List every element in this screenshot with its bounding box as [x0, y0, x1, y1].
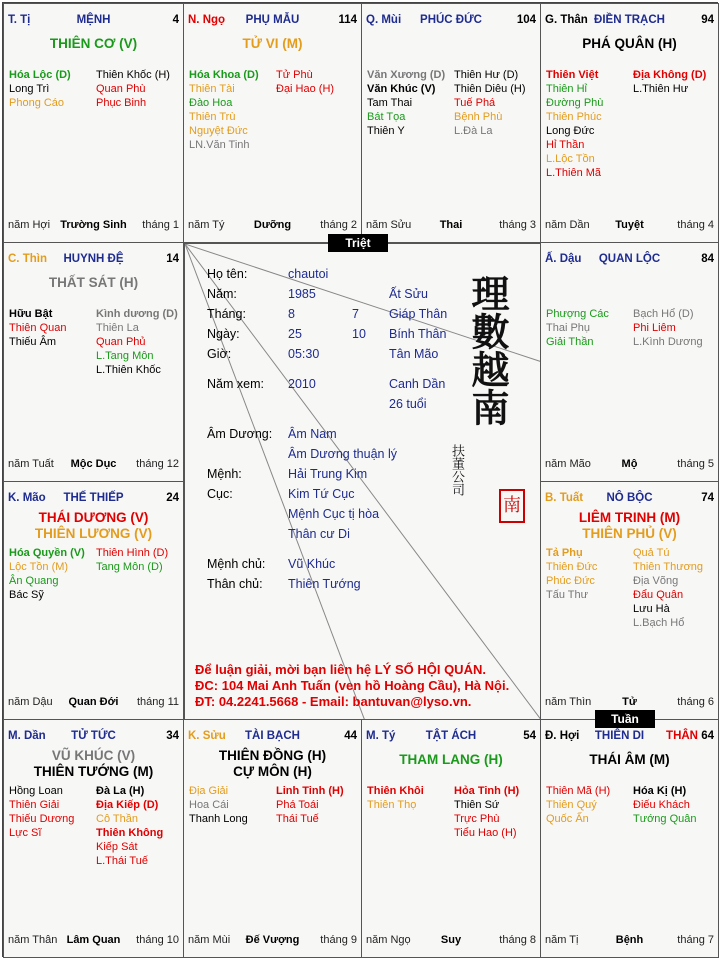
minor-star: Bát Tọa	[367, 111, 406, 123]
minor-star: Đẩu Quân	[633, 589, 684, 601]
minor-star: L.Bạch Hổ	[633, 617, 685, 629]
minor-star: Bác Sỹ	[9, 589, 44, 601]
minor-star: Thiên Y	[367, 125, 405, 137]
minor-star: Tang Môn (D)	[96, 561, 163, 573]
good-stars-column	[9, 784, 74, 840]
minor-star: LN.Văn Tinh	[189, 139, 250, 151]
minor-star: Thiên Quý	[546, 799, 597, 811]
palace-footer	[545, 458, 714, 471]
footer-month: tháng 10	[136, 934, 179, 946]
contact-line-3: ĐT: 04.2241.5668 - Email: bantuvan@lyso.vn.	[195, 694, 472, 709]
palace-ngo	[183, 3, 362, 243]
cuc-value: Kim Tứ Cục	[288, 487, 355, 501]
palace-name: MỆNH	[76, 14, 111, 26]
good-stars-column	[9, 307, 66, 349]
can-chi-label: B. Tuất	[545, 492, 584, 504]
minor-star: L.Tang Môn	[96, 350, 154, 362]
minor-star: Quan Phù	[96, 83, 146, 95]
ngay-can-chi: Bính Thân	[389, 327, 447, 341]
than-marker: THÂN	[666, 730, 698, 742]
palace-hoi	[540, 719, 719, 958]
good-stars-column	[546, 784, 610, 826]
footer-year: năm Tý	[188, 219, 225, 231]
minor-star: Thiên Thương	[633, 561, 704, 573]
minor-star: Bạch Hổ (D)	[633, 308, 694, 320]
triet-tag: Triệt	[328, 234, 388, 252]
can-chi-label: T. Tị	[8, 14, 31, 26]
footer-month: tháng 3	[499, 219, 536, 231]
minor-star: Phượng Các	[546, 308, 609, 320]
menh-value: Hải Trung Kim	[288, 467, 368, 481]
minor-star: Hồng Loan	[9, 785, 63, 797]
minor-star: Trực Phù	[454, 813, 500, 825]
can-chi-label: M. Dần	[8, 730, 46, 742]
dai-van-number: 34	[166, 730, 179, 742]
minor-star: L.Đà La	[454, 125, 493, 137]
palace-name: THẾ THIẾP	[63, 492, 124, 504]
footer-year: năm Mùi	[188, 934, 231, 946]
cuc-relation: Mệnh Cục tị hòa	[288, 507, 380, 521]
bad-stars-column	[276, 784, 344, 826]
footer-month: tháng 8	[499, 934, 536, 946]
footer-year: năm Sửu	[366, 219, 412, 231]
minor-star: Đường Phù	[546, 97, 604, 109]
palace-footer	[188, 219, 357, 232]
gio-can-chi: Tân Mão	[389, 347, 439, 361]
palace-suu	[183, 719, 362, 958]
palace-name: THIÊN DI	[594, 730, 645, 742]
palace-header	[366, 14, 536, 30]
minor-star: Quả Tú	[633, 547, 670, 559]
minor-star: Long Đức	[546, 125, 595, 137]
dai-van-number: 64	[701, 730, 714, 742]
truong-sinh-stage: Quan Đới	[68, 696, 119, 708]
dai-van-number: 54	[523, 730, 536, 742]
than-chu-label: Thân chủ:	[207, 577, 263, 591]
minor-star: Thiên La	[96, 322, 139, 334]
minor-star: Thiên Đức	[546, 561, 598, 573]
minor-star: Bệnh Phù	[454, 111, 503, 123]
good-stars-column	[546, 307, 609, 349]
can-chi-label: Ấ. Dậu	[545, 253, 582, 265]
minor-star: L.Thiên Hư	[633, 83, 689, 95]
bad-stars-column	[96, 784, 163, 868]
bad-stars-column	[633, 68, 706, 96]
minor-star: Thiên Diêu (H)	[454, 83, 526, 95]
palace-mao	[3, 481, 184, 720]
bad-stars-column	[633, 546, 703, 630]
minor-star: Địa Võng	[633, 575, 679, 587]
minor-star: Thanh Long	[189, 813, 248, 825]
can-chi-label: G. Thân	[545, 14, 588, 26]
good-stars-column	[367, 68, 445, 138]
main-star: THẤT SÁT (H)	[48, 275, 139, 290]
can-chi-label: N. Ngọ	[188, 14, 226, 26]
calligraphy-text: 理數越南	[465, 274, 510, 426]
footer-year: năm Ngọ	[366, 934, 411, 946]
main-star: THIÊN PHỦ (V)	[582, 526, 677, 541]
footer-month: tháng 6	[677, 696, 714, 708]
palace-name: PHÚC ĐỨC	[420, 14, 482, 26]
nam-value: 1985	[288, 287, 316, 301]
palace-header	[545, 253, 714, 269]
minor-star: Tiểu Hao (H)	[454, 827, 517, 839]
minor-star: Thiên Hư (D)	[454, 69, 519, 81]
can-chi-label: Đ. Hợi	[545, 730, 580, 742]
footer-year: năm Hợi	[8, 219, 51, 231]
palace-tuat	[540, 481, 719, 720]
thang-can-chi: Giáp Thân	[389, 307, 448, 321]
footer-month: tháng 11	[136, 696, 179, 708]
palace-header	[545, 730, 714, 746]
dai-van-number: 44	[344, 730, 357, 742]
thang-label: Tháng:	[207, 307, 246, 321]
main-star: THIÊN LƯƠNG (V)	[34, 526, 153, 541]
minor-star: Long Trì	[9, 83, 50, 95]
minor-star: Lưu Hà	[633, 603, 670, 615]
truong-sinh-stage: Tử	[622, 696, 637, 708]
minor-star: Thiên Giải	[9, 799, 60, 811]
ho-ten-label: Họ tên:	[207, 267, 248, 281]
footer-year: năm Tị	[545, 934, 579, 946]
minor-star: Thiên Trù	[189, 111, 236, 123]
good-stars-column	[546, 546, 597, 602]
ngay-am-value: 10	[352, 327, 366, 341]
footer-year: năm Dậu	[8, 696, 53, 708]
truong-sinh-stage: Mộ	[621, 458, 638, 470]
palace-name: TỬ TỨC	[71, 730, 116, 742]
minor-star: Địa Giải	[189, 785, 229, 797]
minor-star: L.Thái Tuế	[96, 855, 148, 867]
minor-star: Hoa Cái	[189, 799, 229, 811]
can-chi-label: C. Thìn	[8, 253, 47, 265]
palace-name: TẬT ÁCH	[425, 730, 477, 742]
footer-month: tháng 5	[677, 458, 714, 470]
palace-footer	[8, 219, 179, 232]
main-star: THÁI ÂM (M)	[589, 752, 670, 767]
palace-header	[366, 730, 536, 746]
minor-star: Hóa Kị (H)	[633, 785, 687, 797]
palace-footer	[545, 934, 714, 947]
minor-star: Giải Thần	[546, 336, 594, 348]
minor-star: Tam Thai	[367, 97, 413, 109]
can-chi-label: K. Sửu	[188, 730, 226, 742]
minor-star: L.Kình Dương	[633, 336, 703, 348]
minor-star: Hỏa Tinh (H)	[454, 785, 520, 797]
contact-line-1: Để luận giải, mời bạn liên hệ LÝ SỐ HỘI QUÁN.	[195, 662, 486, 677]
nam-xem-can-chi: Canh Dần	[389, 377, 446, 391]
minor-star: Tử Phù	[276, 69, 313, 81]
cuc-label: Cục:	[207, 487, 233, 501]
palace-footer	[8, 934, 179, 947]
menh-chu-value: Vũ Khúc	[288, 557, 336, 571]
minor-star: Kình dương (D)	[96, 308, 178, 320]
minor-star: Phi Liêm	[633, 322, 676, 334]
main-star: THAM LANG (H)	[399, 752, 503, 767]
palace-name: NÔ BỘC	[606, 492, 653, 504]
palace-thin	[3, 242, 184, 482]
footer-month: tháng 4	[677, 219, 714, 231]
good-stars-column	[189, 784, 248, 826]
minor-star: Đại Hao (H)	[276, 83, 335, 95]
palace-name: TÀI BẠCH	[245, 730, 300, 742]
minor-star: L.Thiên Khốc	[96, 364, 161, 376]
dai-van-number: 104	[516, 14, 536, 26]
can-chi-label: Q. Mùi	[366, 14, 402, 26]
good-stars-column	[367, 784, 424, 812]
palace-footer	[188, 934, 357, 947]
bad-stars-column	[276, 68, 334, 96]
main-star: TỬ VI (M)	[242, 36, 303, 51]
nam-can-chi: Ất Sửu	[389, 287, 428, 301]
ho-ten-value: chautoi	[288, 267, 329, 281]
footer-month: tháng 9	[320, 934, 357, 946]
good-stars-column	[189, 68, 259, 152]
bad-stars-column	[96, 68, 170, 110]
minor-star: Thiên Hình (D)	[96, 547, 169, 559]
footer-year: năm Thân	[8, 934, 58, 946]
good-stars-column	[546, 68, 603, 180]
palace-footer	[366, 219, 536, 232]
minor-star: Phúc Đức	[546, 575, 595, 587]
bad-stars-column	[454, 784, 519, 840]
truong-sinh-stage: Mộc Dục	[70, 458, 117, 470]
minor-star: Thiên Việt	[546, 69, 599, 81]
truong-sinh-stage: Trường Sinh	[60, 219, 127, 231]
ngay-value: 25	[288, 327, 302, 341]
minor-star: Văn Khúc (V)	[367, 83, 436, 95]
calligraphy-small-text: 扶董公司	[449, 444, 464, 496]
minor-star: Tả Phụ	[546, 547, 583, 559]
truong-sinh-stage: Thai	[439, 219, 463, 231]
nam-xem-value: 2010	[288, 377, 316, 391]
palace-name: ĐIỀN TRẠCH	[594, 14, 665, 26]
gio-label: Giờ:	[207, 347, 232, 361]
am-duong-value: Âm Nam	[288, 427, 337, 441]
palace-footer	[8, 458, 179, 471]
palace-dau	[540, 242, 719, 482]
minor-star: Quan Phủ	[96, 336, 146, 348]
minor-star: Hóa Lộc (D)	[9, 69, 71, 81]
truong-sinh-stage: Đế Vượng	[245, 934, 300, 946]
minor-star: Ân Quang	[9, 575, 59, 587]
footer-year: năm Mão	[545, 458, 591, 470]
menh-chu-label: Mệnh chủ:	[207, 557, 266, 571]
minor-star: Thiên Quan	[9, 322, 67, 334]
dai-van-number: 114	[338, 14, 357, 26]
palace-ti	[3, 3, 184, 243]
truong-sinh-stage: Tuyệt	[615, 219, 644, 231]
than-cu: Thân cư Di	[288, 527, 350, 541]
palace-than	[540, 3, 719, 243]
tuoi-value: 26 tuổi	[389, 397, 427, 411]
bad-stars-column	[454, 68, 526, 138]
palace-header	[8, 253, 179, 269]
minor-star: Thiên Mã (H)	[546, 785, 611, 797]
minor-star: Thiên Phúc	[546, 111, 602, 123]
minor-star: Thiên Khốc (H)	[96, 69, 170, 81]
palace-header	[8, 492, 179, 508]
red-stamp: 南	[499, 489, 525, 523]
palace-header	[8, 730, 179, 746]
minor-star: Kiếp Sát	[96, 841, 138, 853]
palace-footer	[366, 934, 536, 947]
good-stars-column	[9, 546, 85, 602]
minor-star: Tấu Thư	[546, 589, 589, 601]
minor-star: Địa Kiếp (D)	[96, 799, 159, 811]
can-chi-label: K. Mão	[8, 492, 46, 504]
palace-mui	[361, 3, 541, 243]
minor-star: Thiên Khôi	[367, 785, 424, 797]
minor-star: Lực Sĩ	[9, 827, 42, 839]
nam-label: Năm:	[207, 287, 237, 301]
footer-month: tháng 2	[320, 219, 357, 231]
palace-ty	[361, 719, 541, 958]
palace-footer	[545, 696, 714, 709]
main-star: THIÊN TƯỚNG (M)	[33, 764, 154, 779]
minor-star: Nguyệt Đức	[189, 125, 248, 137]
minor-star: Phong Cáo	[9, 97, 65, 109]
minor-star: Phá Toái	[276, 799, 319, 811]
truong-sinh-stage: Dưỡng	[253, 219, 292, 231]
main-star: LIÊM TRINH (M)	[578, 510, 681, 525]
footer-year: năm Tuất	[8, 458, 54, 470]
minor-star: Thiên Sứ	[454, 799, 500, 811]
minor-star: Thiếu Âm	[9, 336, 57, 348]
minor-star: Thiên Thọ	[367, 799, 417, 811]
main-star: THIÊN ĐỒNG (H)	[218, 748, 327, 763]
main-star: PHÁ QUÂN (H)	[582, 36, 677, 51]
minor-star: Hóa Quyền (V)	[9, 547, 85, 559]
bad-stars-column	[633, 307, 703, 349]
minor-star: Quốc Ấn	[546, 813, 589, 825]
minor-star: Phục Binh	[96, 97, 147, 109]
bad-stars-column	[96, 307, 178, 377]
am-duong-label: Âm Dương:	[207, 427, 273, 441]
dai-van-number: 84	[701, 253, 714, 265]
palace-dan	[3, 719, 184, 958]
minor-star: Thai Phụ	[546, 322, 591, 334]
minor-star: Tuế Phá	[454, 97, 496, 109]
footer-year: năm Dần	[545, 219, 590, 231]
minor-star: Tướng Quân	[633, 813, 697, 825]
gio-value: 05:30	[288, 347, 320, 361]
palace-footer	[545, 219, 714, 232]
bad-stars-column	[633, 784, 697, 826]
thang-am-value: 7	[352, 307, 359, 321]
contact-block	[195, 662, 535, 710]
dai-van-number: 74	[701, 492, 714, 504]
tuan-tag: Tuần	[595, 710, 655, 728]
palace-name: QUAN LỘC	[598, 253, 661, 265]
minor-star: Lộc Tồn (M)	[9, 561, 69, 573]
main-star: THÁI DƯƠNG (V)	[38, 510, 149, 525]
am-duong-ly: Âm Dương thuận lý	[288, 447, 397, 461]
good-stars-column	[9, 68, 71, 110]
palace-footer	[8, 696, 179, 709]
main-star: VŨ KHÚC (V)	[51, 748, 136, 763]
minor-star: Hữu Bật	[9, 308, 53, 320]
footer-month: tháng 1	[142, 219, 179, 231]
palace-header	[188, 730, 357, 746]
truong-sinh-stage: Bệnh	[615, 934, 644, 946]
calligraphy-seal	[449, 274, 533, 524]
palace-header	[188, 14, 357, 30]
ngay-label: Ngày:	[207, 327, 240, 341]
minor-star: Thiên Hỉ	[546, 83, 587, 95]
menh-label: Mệnh:	[207, 467, 242, 481]
minor-star: Cô Thần	[96, 813, 138, 825]
minor-star: Thiên Không	[96, 827, 164, 839]
minor-star: Thiên Tài	[189, 83, 235, 95]
center-info-panel	[184, 243, 541, 720]
minor-star: Địa Không (D)	[633, 69, 707, 81]
contact-line-2: ĐC: 104 Mai Anh Tuấn (ven hồ Hoàng Cầu), Hà Nội.	[195, 678, 510, 693]
palace-name: HUYNH ĐỆ	[63, 253, 124, 265]
minor-star: Linh Tinh (H)	[276, 785, 344, 797]
can-chi-label: M. Tý	[366, 730, 396, 742]
main-star: THIÊN CƠ (V)	[49, 36, 138, 51]
palace-header	[545, 492, 714, 508]
minor-star: Đà La (H)	[96, 785, 145, 797]
main-star: CỰ MÔN (H)	[233, 764, 312, 779]
minor-star: L.Lộc Tồn	[546, 153, 595, 165]
minor-star: Văn Xương (D)	[367, 69, 446, 81]
than-chu-value: Thiên Tướng	[288, 577, 361, 591]
dai-van-number: 94	[701, 14, 714, 26]
truong-sinh-stage: Suy	[440, 934, 462, 946]
bad-stars-column	[96, 546, 168, 574]
dai-van-number: 24	[166, 492, 179, 504]
thang-value: 8	[288, 307, 295, 321]
footer-month: tháng 7	[677, 934, 714, 946]
minor-star: Thiếu Dương	[9, 813, 75, 825]
minor-star: Thái Tuế	[276, 813, 319, 825]
palace-header	[545, 14, 714, 30]
minor-star: Đào Hoa	[189, 97, 233, 109]
truong-sinh-stage: Lâm Quan	[66, 934, 121, 946]
minor-star: Hỉ Thần	[546, 139, 585, 151]
horoscope-chart	[2, 2, 718, 957]
footer-year: năm Thìn	[545, 696, 592, 708]
minor-star: Hóa Khoa (D)	[189, 69, 259, 81]
palace-header	[8, 14, 179, 30]
dai-van-number: 4	[172, 14, 179, 26]
nam-xem-label: Năm xem:	[207, 377, 264, 391]
footer-month: tháng 12	[136, 458, 179, 470]
minor-star: Điếu Khách	[633, 799, 690, 811]
dai-van-number: 14	[166, 253, 179, 265]
minor-star: L.Thiên Mã	[546, 167, 602, 179]
palace-name: PHỤ MẪU	[245, 14, 300, 26]
